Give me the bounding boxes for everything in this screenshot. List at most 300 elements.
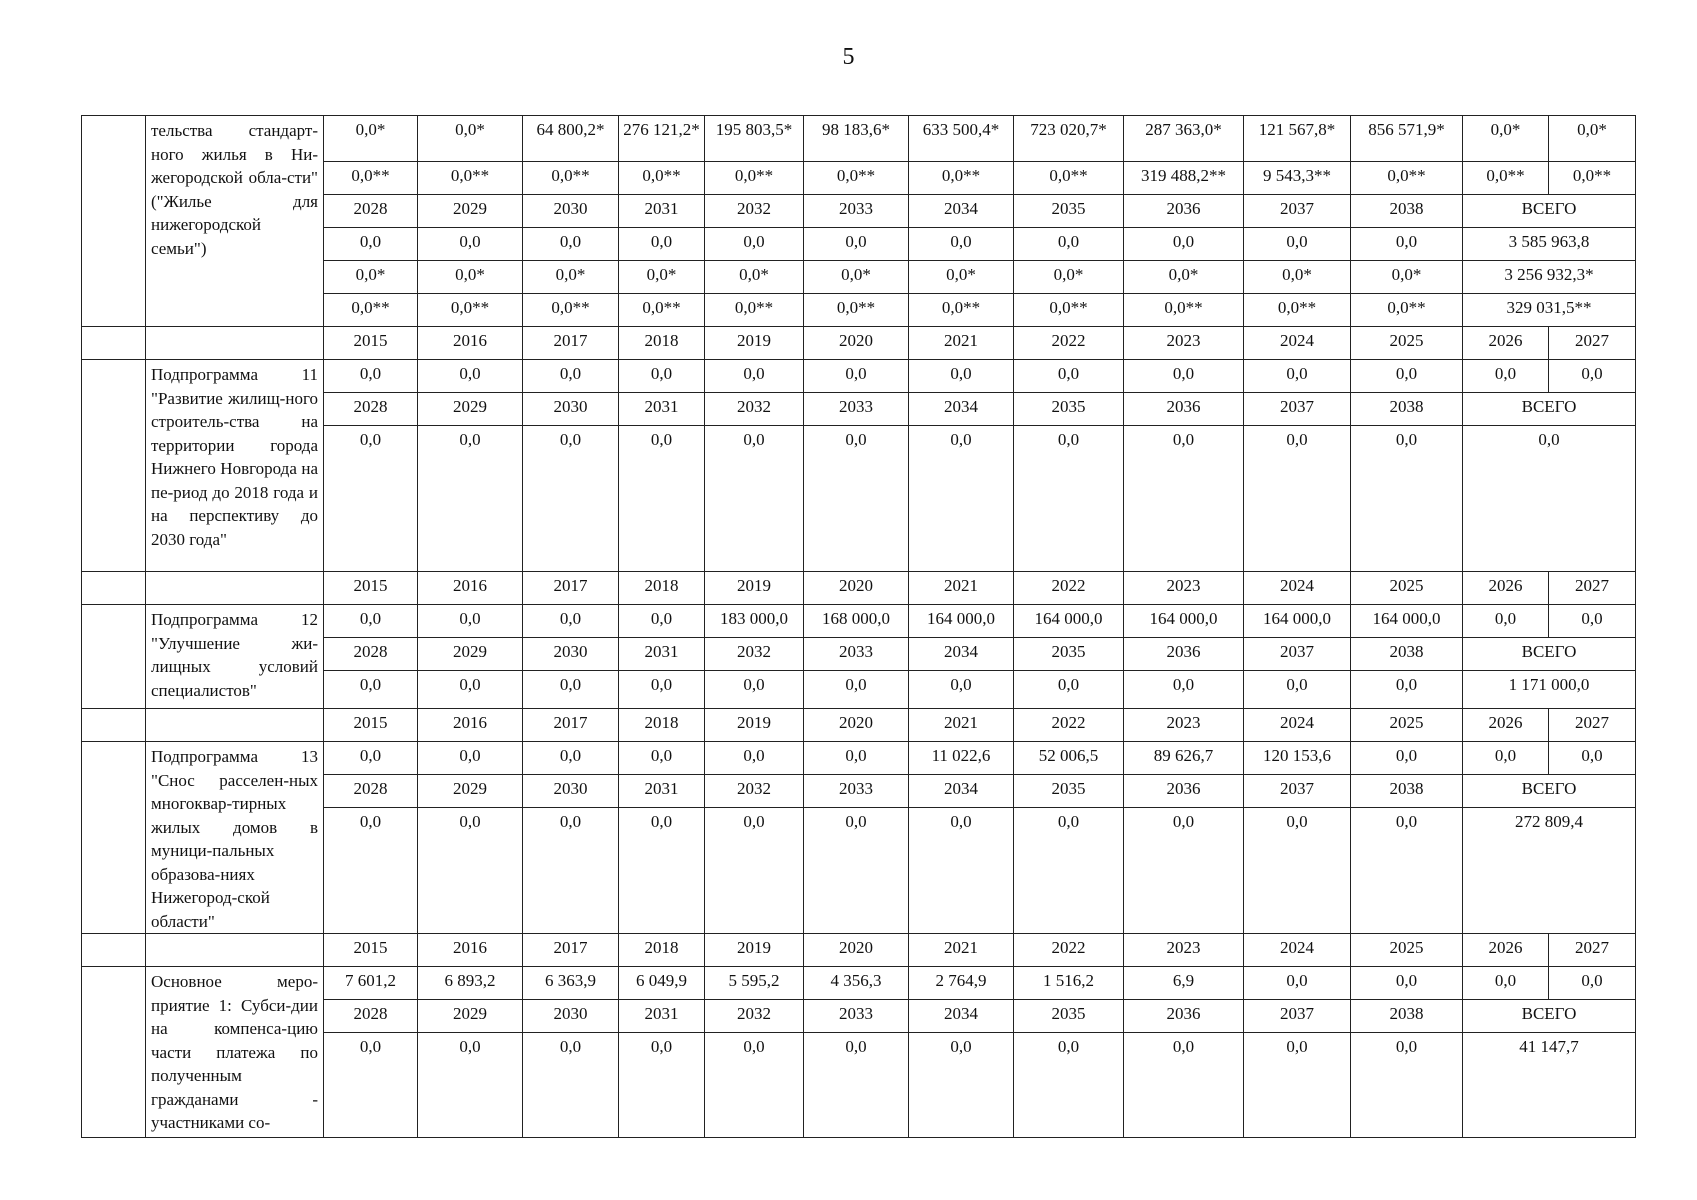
year-cell: 2029 — [418, 195, 523, 228]
value-cell: 0,0** — [909, 162, 1014, 195]
value-cell: 0,0 — [804, 426, 909, 572]
year-cell: 2030 — [523, 393, 619, 426]
value-cell: 98 183,6* — [804, 116, 909, 162]
year-cell: 2015 — [324, 934, 418, 967]
value-cell: 0,0 — [523, 742, 619, 775]
value-cell: 0,0 — [1124, 426, 1244, 572]
year-cell: 2034 — [909, 393, 1014, 426]
year-cell: 2037 — [1244, 195, 1351, 228]
year-header-row — [82, 709, 1636, 742]
value-cell: 0,0** — [619, 294, 705, 327]
value-cell: 0,0** — [1463, 162, 1549, 195]
value-cell: 0,0 — [1549, 360, 1636, 393]
value-cell: 0,0 — [418, 228, 523, 261]
value-cell: 0,0 — [1124, 671, 1244, 709]
value-cell: 0,0 — [324, 360, 418, 393]
table-row — [82, 360, 1636, 393]
year-cell: 2031 — [619, 638, 705, 671]
value-cell: 4 356,3 — [804, 967, 909, 1000]
value-cell: 195 803,5* — [705, 116, 804, 162]
program-description: тельства стандарт-ного жилья в Ни-жегородской обла-сти" ("Жилье для нижегородской семьи") — [146, 116, 324, 327]
year-cell: 2036 — [1124, 775, 1244, 808]
year-cell: 2023 — [1124, 327, 1244, 360]
row-number-cell — [82, 327, 146, 360]
year-cell: 2037 — [1244, 393, 1351, 426]
program-description: Подпрограмма 12 "Улучшение жи-лищных условий специалистов" — [146, 605, 324, 709]
value-cell: 168 000,0 — [804, 605, 909, 638]
year-cell: 2020 — [804, 934, 909, 967]
value-cell: 120 153,6 — [1244, 742, 1351, 775]
table-row — [82, 742, 1636, 775]
value-cell: 0,0 — [1351, 967, 1463, 1000]
year-cell: 2016 — [418, 327, 523, 360]
value-cell: 0,0 — [1124, 1033, 1244, 1138]
value-cell: 856 571,9* — [1351, 116, 1463, 162]
value-cell: 0,0* — [804, 261, 909, 294]
year-cell: 2038 — [1351, 195, 1463, 228]
value-cell: 0,0** — [619, 162, 705, 195]
value-cell: 0,0 — [909, 671, 1014, 709]
year-cell: 2016 — [418, 934, 523, 967]
value-cell: 0,0 — [1463, 967, 1549, 1000]
year-cell: 2032 — [705, 393, 804, 426]
value-cell: 0,0** — [418, 162, 523, 195]
value-cell: 0,0* — [1124, 261, 1244, 294]
year-cell: 2028 — [324, 1000, 418, 1033]
row-number-cell — [82, 709, 146, 742]
value-cell: 0,0** — [418, 294, 523, 327]
year-cell: 2035 — [1014, 775, 1124, 808]
year-cell: 2034 — [909, 195, 1014, 228]
value-cell: 0,0 — [705, 228, 804, 261]
year-cell: 2022 — [1014, 327, 1124, 360]
value-cell: 0,0 — [1463, 742, 1549, 775]
value-cell: 0,0 — [1124, 228, 1244, 261]
year-cell: 2036 — [1124, 195, 1244, 228]
value-cell: 0,0 — [1549, 967, 1636, 1000]
year-cell: 2015 — [324, 709, 418, 742]
value-cell: 0,0 — [324, 426, 418, 572]
year-cell: 2024 — [1244, 709, 1351, 742]
year-cell: 2025 — [1351, 572, 1463, 605]
value-cell: 0,0 — [619, 426, 705, 572]
year-cell: 2025 — [1351, 934, 1463, 967]
year-cell: 2026 — [1463, 327, 1549, 360]
value-cell: 64 800,2* — [523, 116, 619, 162]
value-cell: 0,0 — [619, 671, 705, 709]
year-cell: ВСЕГО — [1463, 638, 1636, 671]
year-cell: 2033 — [804, 195, 909, 228]
year-cell: 2036 — [1124, 638, 1244, 671]
row-number-cell — [82, 116, 146, 327]
row-number-cell — [82, 572, 146, 605]
value-cell: 164 000,0 — [1124, 605, 1244, 638]
year-cell: 2016 — [418, 572, 523, 605]
value-cell: 0,0 — [1014, 228, 1124, 261]
value-cell: 0,0 — [1014, 1033, 1124, 1138]
value-cell: 0,0** — [324, 162, 418, 195]
table-row — [82, 605, 1636, 638]
year-cell: ВСЕГО — [1463, 393, 1636, 426]
year-cell: 2030 — [523, 195, 619, 228]
value-cell: 164 000,0 — [909, 605, 1014, 638]
value-cell: 276 121,2* — [619, 116, 705, 162]
value-cell: 0,0 — [1244, 671, 1351, 709]
value-cell: 0,0 — [324, 605, 418, 638]
year-cell: 2024 — [1244, 327, 1351, 360]
year-cell: 2021 — [909, 709, 1014, 742]
value-cell: 0,0** — [324, 294, 418, 327]
value-cell: 0,0 — [1351, 1033, 1463, 1138]
value-cell: 0,0** — [804, 162, 909, 195]
value-cell: 0,0 — [324, 808, 418, 934]
value-cell: 0,0 — [705, 808, 804, 934]
value-cell: 0,0 — [324, 1033, 418, 1138]
year-cell: 2033 — [804, 638, 909, 671]
year-cell: 2035 — [1014, 638, 1124, 671]
value-cell: 0,0** — [1549, 162, 1636, 195]
year-cell: 2035 — [1014, 1000, 1124, 1033]
year-cell: 2026 — [1463, 572, 1549, 605]
year-cell: 2034 — [909, 775, 1014, 808]
value-cell: 0,0 — [1014, 426, 1124, 572]
year-cell: 2018 — [619, 934, 705, 967]
value-cell: 0,0 — [1244, 967, 1351, 1000]
value-cell: 0,0 — [1244, 426, 1351, 572]
year-cell: 2038 — [1351, 393, 1463, 426]
value-cell: 0,0 — [909, 1033, 1014, 1138]
value-cell: 0,0* — [909, 261, 1014, 294]
value-cell: 0,0 — [324, 742, 418, 775]
value-cell: 633 500,4* — [909, 116, 1014, 162]
year-cell: 2031 — [619, 775, 705, 808]
year-cell: 2023 — [1124, 709, 1244, 742]
value-cell: 0,0 — [1244, 360, 1351, 393]
year-cell: 2038 — [1351, 1000, 1463, 1033]
value-cell: 164 000,0 — [1351, 605, 1463, 638]
value-cell: 0,0** — [804, 294, 909, 327]
value-cell: 6 363,9 — [523, 967, 619, 1000]
year-cell: ВСЕГО — [1463, 775, 1636, 808]
value-cell: 0,0* — [324, 261, 418, 294]
value-cell: 0,0 — [418, 671, 523, 709]
year-cell: ВСЕГО — [1463, 1000, 1636, 1033]
year-cell: 2027 — [1549, 934, 1636, 967]
value-cell: 0,0 — [909, 808, 1014, 934]
value-cell: 0,0 — [418, 808, 523, 934]
table-row — [82, 967, 1636, 1000]
value-cell: 52 006,5 — [1014, 742, 1124, 775]
year-cell: 2027 — [1549, 327, 1636, 360]
year-cell: 2029 — [418, 393, 523, 426]
value-cell: 0,0 — [1124, 360, 1244, 393]
year-cell: 2037 — [1244, 638, 1351, 671]
value-cell: 0,0 — [804, 808, 909, 934]
year-cell: 2031 — [619, 393, 705, 426]
year-cell: 2018 — [619, 327, 705, 360]
value-cell: 0,0** — [1014, 294, 1124, 327]
program-description: Основное меро-приятие 1: Субси-дии на компенса-цию части платежа по полученным гражданами - участниками со- — [146, 967, 324, 1138]
year-cell: 2017 — [523, 709, 619, 742]
value-cell: 164 000,0 — [1244, 605, 1351, 638]
row-number-cell — [82, 934, 146, 967]
value-cell: 329 031,5** — [1463, 294, 1636, 327]
year-cell: 2024 — [1244, 934, 1351, 967]
year-cell: 2023 — [1124, 572, 1244, 605]
value-cell: 0,0 — [1463, 426, 1636, 572]
value-cell: 0,0* — [1549, 116, 1636, 162]
year-cell: 2026 — [1463, 709, 1549, 742]
value-cell: 6,9 — [1124, 967, 1244, 1000]
year-cell: 2034 — [909, 638, 1014, 671]
value-cell: 319 488,2** — [1124, 162, 1244, 195]
value-cell: 0,0* — [705, 261, 804, 294]
value-cell: 0,0 — [705, 742, 804, 775]
year-cell: 2029 — [418, 775, 523, 808]
value-cell: 0,0** — [1124, 294, 1244, 327]
value-cell: 183 000,0 — [705, 605, 804, 638]
year-cell: 2033 — [804, 393, 909, 426]
year-cell: 2032 — [705, 638, 804, 671]
year-cell: 2021 — [909, 327, 1014, 360]
page-number: 5 — [842, 44, 855, 70]
value-cell: 0,0 — [418, 426, 523, 572]
value-cell: 0,0 — [909, 360, 1014, 393]
value-cell: 0,0 — [523, 360, 619, 393]
description-spacer — [146, 572, 324, 605]
value-cell: 0,0* — [523, 261, 619, 294]
year-cell: 2036 — [1124, 1000, 1244, 1033]
year-cell: 2034 — [909, 1000, 1014, 1033]
year-cell: 2029 — [418, 1000, 523, 1033]
value-cell: 3 585 963,8 — [1463, 228, 1636, 261]
year-cell: 2018 — [619, 709, 705, 742]
year-cell: 2020 — [804, 572, 909, 605]
value-cell: 0,0 — [705, 426, 804, 572]
year-header-row — [82, 572, 1636, 605]
value-cell: 0,0 — [619, 605, 705, 638]
year-cell: 2031 — [619, 195, 705, 228]
value-cell: 7 601,2 — [324, 967, 418, 1000]
value-cell: 164 000,0 — [1014, 605, 1124, 638]
value-cell: 0,0 — [523, 426, 619, 572]
description-spacer — [146, 327, 324, 360]
year-cell: 2025 — [1351, 709, 1463, 742]
year-cell: 2022 — [1014, 934, 1124, 967]
year-cell: 2019 — [705, 709, 804, 742]
value-cell: 0,0* — [1351, 261, 1463, 294]
value-cell: 0,0** — [909, 294, 1014, 327]
value-cell: 723 020,7* — [1014, 116, 1124, 162]
value-cell: 0,0 — [1351, 671, 1463, 709]
value-cell: 6 893,2 — [418, 967, 523, 1000]
year-cell: 2016 — [418, 709, 523, 742]
value-cell: 0,0 — [1351, 228, 1463, 261]
value-cell: 0,0** — [705, 294, 804, 327]
year-cell: 2035 — [1014, 393, 1124, 426]
value-cell: 0,0 — [1124, 808, 1244, 934]
year-cell: 2030 — [523, 1000, 619, 1033]
value-cell: 89 626,7 — [1124, 742, 1244, 775]
value-cell: 0,0 — [1549, 605, 1636, 638]
value-cell: 0,0 — [1351, 808, 1463, 934]
year-cell: 2022 — [1014, 572, 1124, 605]
year-cell: 2032 — [705, 195, 804, 228]
year-cell: 2028 — [324, 195, 418, 228]
value-cell: 0,0 — [523, 808, 619, 934]
value-cell: 0,0 — [1244, 228, 1351, 261]
year-cell: 2033 — [804, 1000, 909, 1033]
value-cell: 0,0 — [418, 1033, 523, 1138]
value-cell: 0,0** — [523, 162, 619, 195]
year-cell: 2032 — [705, 775, 804, 808]
value-cell: 0,0** — [523, 294, 619, 327]
value-cell: 6 049,9 — [619, 967, 705, 1000]
value-cell: 0,0 — [1351, 742, 1463, 775]
program-description: Подпрограмма 11 "Развитие жилищ-ного строитель-ства на территории города Нижнего Новгорода на пе-риод до 2018 года и на перспективу до 2030 года" — [146, 360, 324, 572]
value-cell: 0,0 — [1014, 360, 1124, 393]
year-cell: 2027 — [1549, 709, 1636, 742]
value-cell: 0,0* — [324, 116, 418, 162]
value-cell: 0,0 — [619, 808, 705, 934]
year-cell: 2021 — [909, 934, 1014, 967]
financing-table — [81, 115, 1636, 1138]
year-cell: 2018 — [619, 572, 705, 605]
table-row — [82, 116, 1636, 162]
row-number-cell — [82, 742, 146, 934]
value-cell: 0,0 — [1351, 360, 1463, 393]
value-cell: 0,0 — [804, 742, 909, 775]
year-cell: 2015 — [324, 327, 418, 360]
year-cell: 2015 — [324, 572, 418, 605]
year-cell: 2024 — [1244, 572, 1351, 605]
year-cell: 2023 — [1124, 934, 1244, 967]
value-cell: 0,0** — [1014, 162, 1124, 195]
value-cell: 0,0 — [418, 360, 523, 393]
value-cell: 0,0 — [804, 1033, 909, 1138]
row-number-cell — [82, 360, 146, 572]
value-cell: 0,0 — [804, 671, 909, 709]
year-header-row — [82, 934, 1636, 967]
year-cell: 2027 — [1549, 572, 1636, 605]
value-cell: 1 171 000,0 — [1463, 671, 1636, 709]
year-cell: ВСЕГО — [1463, 195, 1636, 228]
value-cell: 0,0 — [418, 605, 523, 638]
value-cell: 0,0** — [1244, 294, 1351, 327]
year-cell: 2019 — [705, 327, 804, 360]
year-cell: 2020 — [804, 709, 909, 742]
program-description: Подпрограмма 13 "Снос расселен-ных многоквар-тирных жилых домов в муници-пальных образова-ниях Нижегород-ской области" — [146, 742, 324, 934]
value-cell: 0,0 — [619, 742, 705, 775]
value-cell: 272 809,4 — [1463, 808, 1636, 934]
value-cell: 0,0* — [418, 261, 523, 294]
value-cell: 121 567,8* — [1244, 116, 1351, 162]
year-cell: 2025 — [1351, 327, 1463, 360]
value-cell: 287 363,0* — [1124, 116, 1244, 162]
value-cell: 0,0** — [705, 162, 804, 195]
year-cell: 2036 — [1124, 393, 1244, 426]
value-cell: 0,0 — [619, 1033, 705, 1138]
year-cell: 2030 — [523, 775, 619, 808]
value-cell: 41 147,7 — [1463, 1033, 1636, 1138]
year-cell: 2019 — [705, 934, 804, 967]
value-cell: 0,0* — [1014, 261, 1124, 294]
value-cell: 0,0 — [619, 228, 705, 261]
table-body — [82, 116, 1636, 1138]
year-cell: 2037 — [1244, 1000, 1351, 1033]
year-cell: 2020 — [804, 327, 909, 360]
year-cell: 2028 — [324, 775, 418, 808]
value-cell: 1 516,2 — [1014, 967, 1124, 1000]
year-cell: 2026 — [1463, 934, 1549, 967]
value-cell: 9 543,3** — [1244, 162, 1351, 195]
value-cell: 0,0 — [619, 360, 705, 393]
value-cell: 0,0 — [523, 671, 619, 709]
value-cell: 0,0* — [1463, 116, 1549, 162]
year-cell: 2038 — [1351, 775, 1463, 808]
value-cell: 0,0 — [523, 1033, 619, 1138]
value-cell: 0,0 — [705, 1033, 804, 1138]
year-cell: 2033 — [804, 775, 909, 808]
value-cell: 0,0 — [705, 671, 804, 709]
year-cell: 2035 — [1014, 195, 1124, 228]
value-cell: 0,0 — [1244, 1033, 1351, 1138]
value-cell: 0,0** — [1351, 294, 1463, 327]
year-cell: 2037 — [1244, 775, 1351, 808]
value-cell: 0,0 — [705, 360, 804, 393]
value-cell: 0,0 — [1014, 671, 1124, 709]
value-cell: 0,0 — [1244, 808, 1351, 934]
value-cell: 11 022,6 — [909, 742, 1014, 775]
value-cell: 2 764,9 — [909, 967, 1014, 1000]
value-cell: 0,0 — [324, 671, 418, 709]
year-cell: 2028 — [324, 393, 418, 426]
value-cell: 0,0 — [418, 742, 523, 775]
value-cell: 0,0 — [523, 228, 619, 261]
year-cell: 2021 — [909, 572, 1014, 605]
year-cell: 2017 — [523, 934, 619, 967]
year-cell: 2022 — [1014, 709, 1124, 742]
value-cell: 0,0 — [1463, 605, 1549, 638]
value-cell: 0,0 — [523, 605, 619, 638]
value-cell: 0,0 — [1351, 426, 1463, 572]
value-cell: 0,0 — [909, 426, 1014, 572]
year-cell: 2017 — [523, 327, 619, 360]
description-spacer — [146, 934, 324, 967]
description-spacer — [146, 709, 324, 742]
year-cell: 2038 — [1351, 638, 1463, 671]
value-cell: 0,0 — [804, 360, 909, 393]
value-cell: 0,0* — [418, 116, 523, 162]
year-header-row — [82, 327, 1636, 360]
year-cell: 2030 — [523, 638, 619, 671]
value-cell: 0,0* — [1244, 261, 1351, 294]
row-number-cell — [82, 967, 146, 1138]
row-number-cell — [82, 605, 146, 709]
value-cell: 5 595,2 — [705, 967, 804, 1000]
value-cell: 0,0 — [1014, 808, 1124, 934]
value-cell: 0,0** — [1351, 162, 1463, 195]
value-cell: 0,0* — [619, 261, 705, 294]
year-cell: 2031 — [619, 1000, 705, 1033]
value-cell: 0,0 — [909, 228, 1014, 261]
year-cell: 2032 — [705, 1000, 804, 1033]
year-cell: 2028 — [324, 638, 418, 671]
value-cell: 0,0 — [804, 228, 909, 261]
value-cell: 0,0 — [1463, 360, 1549, 393]
value-cell: 3 256 932,3* — [1463, 261, 1636, 294]
year-cell: 2029 — [418, 638, 523, 671]
